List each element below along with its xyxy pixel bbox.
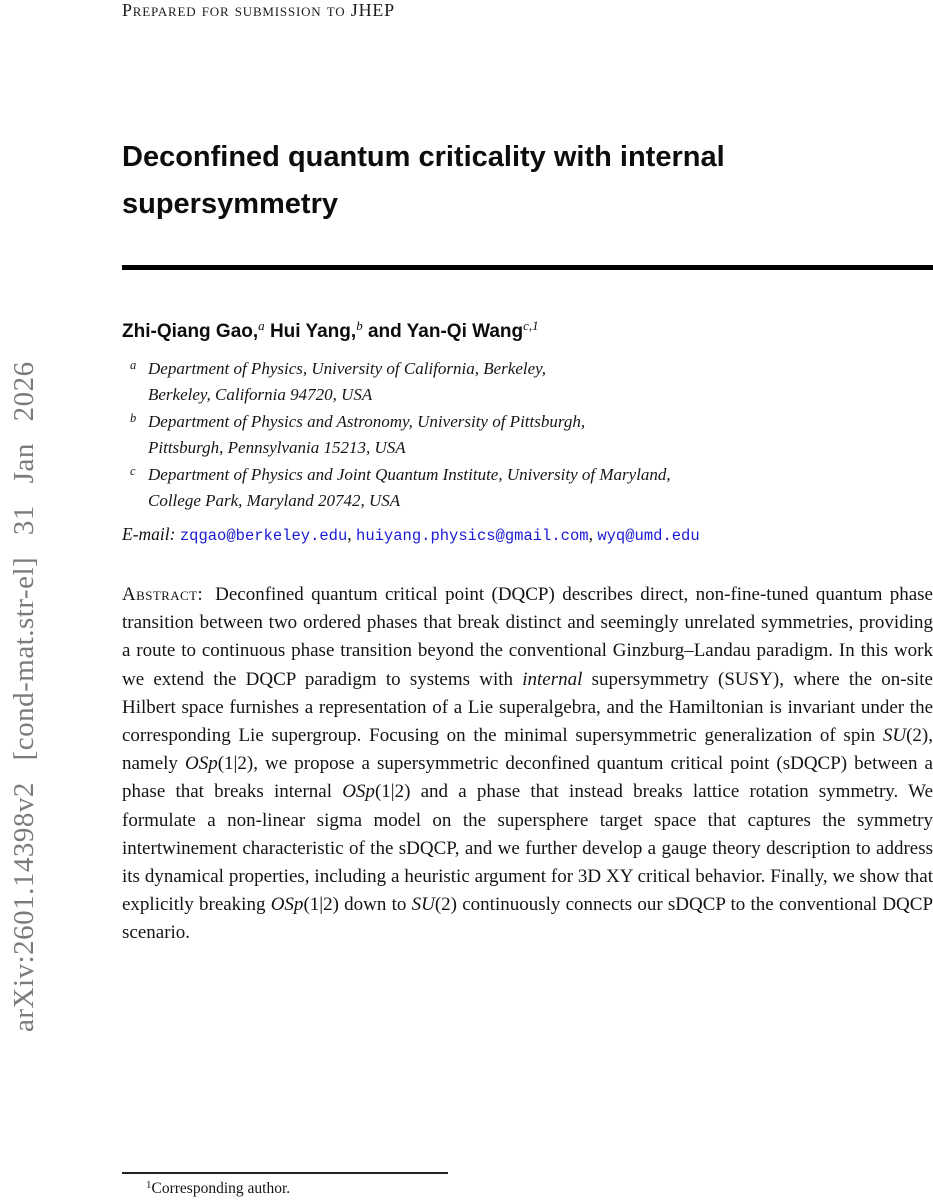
text-segment: internal	[522, 668, 583, 690]
affiliations-list	[122, 356, 933, 514]
email-link[interactable]: huiyang.physics@gmail.com	[356, 527, 589, 545]
footnote-divider-rule	[122, 1172, 448, 1174]
footnote-text: Corresponding author.	[151, 1180, 291, 1197]
text-segment: (1|2) and a phase that instead breaks lattice rotation symmetry. We formulate a non-linear sigma model on the supersphere target space that captures the symmetry intertwinement characteristic of the sDQCP, and we further develop a gauge theory description to address its dynamical properties, including a heuristic argument for 3D XY critical behavior. Finally, we show that explicitly breaking	[122, 781, 933, 916]
abstract-label: Abstract:	[122, 584, 204, 605]
text-segment: ,	[347, 524, 357, 544]
abstract-text	[122, 584, 933, 943]
text-segment: Zhi-Qiang Gao,	[122, 321, 259, 342]
affiliation-marker: a	[130, 358, 137, 372]
text-segment: SU	[882, 725, 907, 747]
text-segment: (2), namely	[122, 725, 933, 775]
paper-title-line-2: supersymmetry	[122, 188, 338, 220]
text-segment: c,1	[523, 318, 539, 333]
text-segment: supersymmetry (SUSY), where the on-site Hilbert space furnishes a representation of a Lie superalgebra, and the Hamiltonian is invariant under the corresponding Lie supergroup. Focusing on the minimal supersymmetric generalization of spin	[122, 668, 933, 747]
affiliation-marker: b	[130, 410, 137, 425]
affiliation-line: Pittsburgh, Pennsylvania 15213, USA	[148, 438, 406, 458]
text-segment: and Yan-Qi Wang	[362, 321, 524, 342]
text-segment: Deconfined quantum critical point (DQCP) describes direct, non-fine-tuned quantum phase transition between two ordered phases that break distinct and seemingly unrelated symmetries, providing a route to continuous phase transition beyond the conventional Ginzburg–Landau paradigm. In this work we extend the DQCP paradigm to systems with	[122, 584, 933, 690]
email-line	[122, 524, 933, 545]
text-segment: OSp	[270, 894, 304, 916]
text-segment: (1|2), we propose a supersymmetric deconfined quantum critical point (sDQCP) between a phase that breaks internal	[122, 753, 933, 803]
text-segment: ,	[588, 524, 598, 544]
abstract	[122, 581, 933, 948]
text-segment: Hui Yang,	[264, 321, 357, 342]
text-segment: b	[356, 318, 363, 333]
paper-title	[122, 134, 933, 228]
authors-line	[122, 318, 933, 343]
affiliation-b	[122, 409, 933, 462]
text-segment: OSp	[342, 781, 375, 803]
footnote-marker: 1	[146, 1179, 152, 1191]
text-segment: SU	[411, 894, 435, 916]
email-link[interactable]: zqgao@berkeley.edu	[179, 527, 348, 545]
affiliation-line: College Park, Maryland 20742, USA	[148, 491, 401, 511]
paper-title-line-1: Deconfined quantum criticality with internal	[122, 141, 725, 173]
affiliation-marker: c	[130, 463, 136, 478]
email-link[interactable]: wyq@umd.edu	[597, 527, 700, 545]
affiliation-line: Department of Physics, University of California, Berkeley,	[148, 359, 547, 378]
affiliation-line: Berkeley, California 94720, USA	[148, 385, 373, 405]
text-segment: OSp	[185, 753, 218, 775]
text-segment: a	[258, 318, 265, 333]
affiliation-a	[122, 356, 933, 409]
preprint-header: Prepared for submission to JHEP	[122, 0, 395, 20]
affiliation-line: Department of Physics and Astronomy, University of Pittsburgh,	[148, 411, 586, 431]
text-segment: (1|2) down to	[303, 894, 412, 916]
corresponding-author-footnote	[122, 1179, 933, 1198]
title-divider-rule	[122, 265, 933, 270]
affiliation-c	[122, 462, 933, 515]
text-segment: (2) continuously connects our sDQCP to the conventional DQCP scenario.	[122, 894, 933, 944]
text-segment: E-mail:	[122, 524, 180, 544]
affiliation-line: Department of Physics and Joint Quantum Institute, University of Maryland,	[148, 464, 671, 484]
arxiv-identifier: arXiv:2601.14398v2 [cond-mat.str-el] 31 Jan 2026	[8, 361, 40, 1032]
